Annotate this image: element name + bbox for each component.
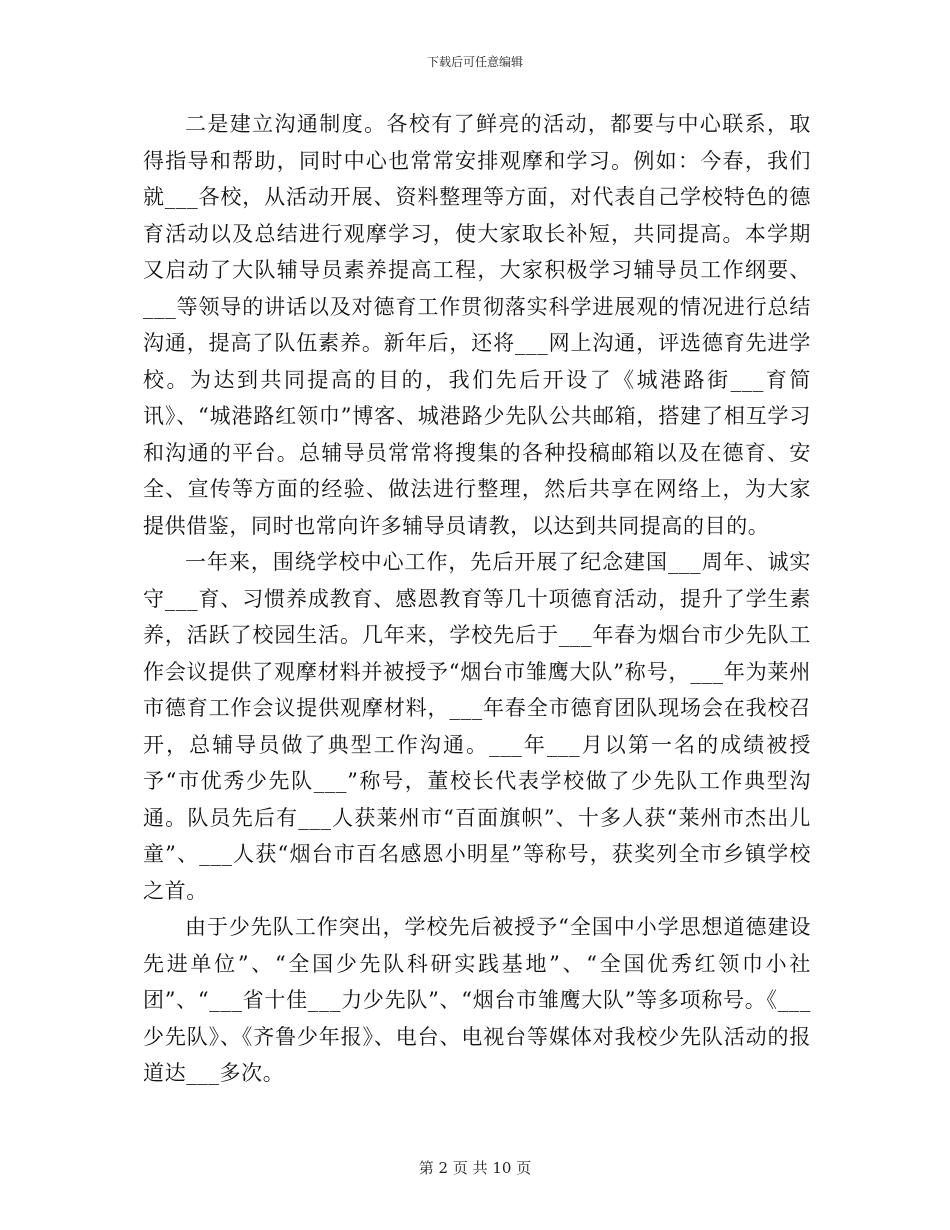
page-header: 下载后可任意编辑: [426, 55, 523, 69]
page-number: 第 2 页 共 10 页: [418, 1159, 532, 1177]
paragraph-honors: 由于少先队工作突出，学校先后被授予“全国中小学思想道德建设先进单位”、“全国少先队科研实践基地”、“全国优秀红领巾小社团”、“___省十佳___力少先队”、“烟台市雏鹰大队”等多项称号。《___少先队》、《齐鲁少年报》、电台、电视台等媒体对我校少先队活动的报道达___多次。: [143, 915, 811, 1085]
document-body: [143, 106, 811, 1092]
paragraph-communication-system: 二是建立沟通制度。各校有了鲜亮的活动，都要与中心联系，取得指导和帮助，同时中心也常常安排观摩和学习。例如：今春，我们就___各校，从活动开展、资料整理等方面，对代表自己学校特色的德育活动以及总结进行观摩学习，使大家取长补短，共同提高。本学期又启动了大队辅导员素养提高工程，大家积极学习辅导员工作纲要、___等领导的讲话以及对德育工作贯彻落实科学进展观的情况进行总结沟通，提高了队伍素养。新年后，还将___网上沟通，评选德育先进学校。为达到共同提高的目的，我们先后开设了《城港路街___育简讯》、“城港路红领巾”博客、城港路少先队公共邮箱，搭建了相互学习和沟通的平台。总辅导员常常将搜集的各种投稿邮箱以及在德育、安全、宣传等方面的经验、做法进行整理，然后共享在网络上，为大家提供借鉴，同时也常向许多辅导员请教，以达到共同提高的目的。: [143, 112, 811, 538]
paragraph-activities-summary: 一年来，围绕学校中心工作，先后开展了纪念建国___周年、诚实守___育、习惯养成教育、感恩教育等几十项德育活动，提升了学生素养，活跃了校园生活。几年来，学校先后于___年春为烟台市少先队工作会议提供了观摩材料并被授予“烟台市雏鹰大队”称号，___年为莱州市德育工作会议提供观摩材料，___年春全市德育团队现场会在我校召开，总辅导员做了典型工作沟通。___年___月以第一名的成绩被授予“市优秀少先队___”称号，董校长代表学校做了少先队工作典型沟通。队员先后有___人获莱州市“百面旗帜”、十多人获“莱州市杰出儿童”、___人获“烟台市百名感恩小明星”等称号，获奖列全市乡镇学校之首。: [143, 550, 811, 903]
